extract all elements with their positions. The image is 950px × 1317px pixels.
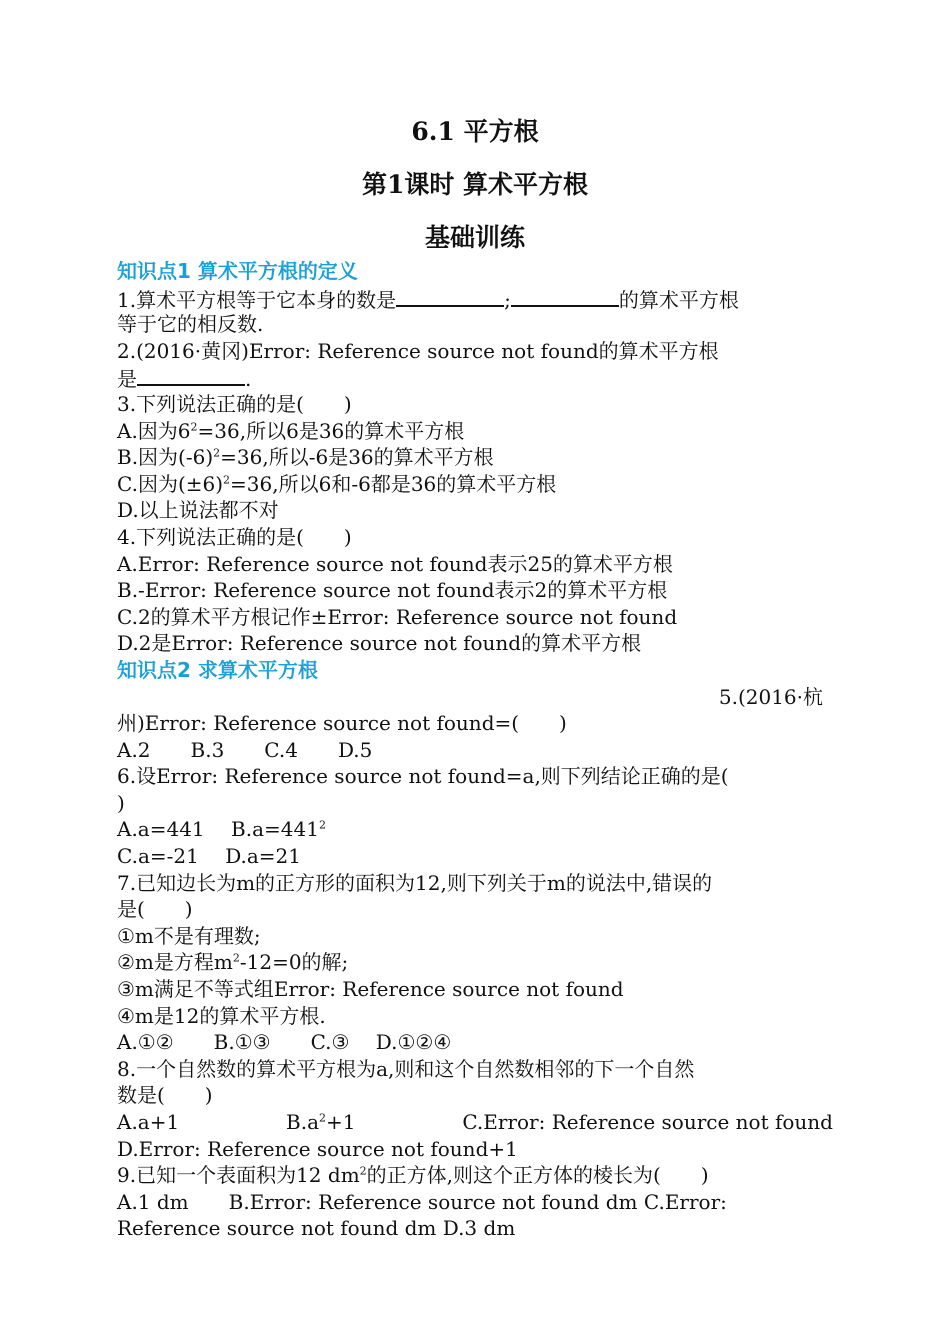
question-2-continued — [117, 364, 833, 391]
question-3-stem: 3.下列说法正确的是( ) — [117, 391, 352, 416]
question-7-statement-1: ①m不是有理数; — [117, 923, 261, 948]
section-heading: 基础训练 — [424, 223, 525, 252]
question-4-option-c: C.2的算术平方根记作±Error: Reference source not found — [117, 604, 678, 629]
question-8-stem: 8.一个自然数的算术平方根为a,则和这个自然数相邻的下一个自然 — [117, 1056, 695, 1081]
question-7-statement-4: ④m是12的算术平方根. — [117, 1003, 326, 1028]
question-3-option-d: D.以上说法都不对 — [117, 498, 279, 523]
question-8-options-abc — [117, 1109, 833, 1136]
question-8-stem-continued: 数是( ) — [117, 1083, 213, 1108]
question-7-statement-2: ②m是方程$m^2-12=0$的解; — [117, 950, 349, 975]
question-4-option-d: D.2是Error: Reference source not found的算术平方根 — [117, 631, 642, 656]
question-1-continued: 等于它的相反数. — [117, 312, 264, 337]
q8-option-b: $B.a^2+1$ — [286, 1110, 356, 1134]
question-6-stem-continued: ) — [117, 790, 125, 815]
question-3-option-b: B.因为$(-6)^2=36$,所以-6是36的算术平方根 — [117, 445, 494, 470]
q1-text-c: 的算术平方根 — [618, 287, 739, 312]
q2-blank — [137, 364, 245, 386]
question-9-options-line-2: Reference source not found dm D.3 dm — [117, 1216, 516, 1241]
q1-text-b: ; — [504, 287, 511, 312]
question-5-start: 5.(2016·杭 — [718, 684, 823, 709]
question-7-options: A.①② B.①③ C.③ D.①②④ — [117, 1030, 452, 1055]
knowledge-point-2-heading: 知识点2 求算术平方根 — [117, 657, 318, 682]
q1-text-a: 1.算术平方根等于它本身的数是 — [117, 287, 397, 312]
question-3-option-a: A.因为$6^2=36$,所以6是36的算术平方根 — [117, 418, 465, 443]
question-4-option-b: B.-Error: Reference source not found表示2的算术平方根 — [117, 578, 668, 603]
question-list — [117, 258, 833, 1242]
question-3-option-c: C.因为$(\pm 6)^2=36$,所以6和-6都是36的算术平方根 — [117, 471, 557, 496]
q8-option-a: A.a+1 — [117, 1110, 180, 1134]
question-6-options-cd: C.a=-21 D.a=21 — [117, 844, 302, 869]
question-4-option-a: A.Error: Reference source not found表示25的算术平方根 — [117, 551, 673, 576]
question-7-statement-3: ③m满足不等式组Error: Reference source not found — [117, 977, 624, 1002]
question-9-stem: 9.已知一个表面积为12 $dm^2$的正方体,则这个正方体的棱长为( ) — [117, 1163, 709, 1188]
q8-option-c: C.Error: Reference source not found — [462, 1110, 833, 1134]
question-7-stem: 7.已知边长为m的正方形的面积为12,则下列关于m的说法中,错误的 — [117, 870, 713, 895]
question-8-option-d: D.Error: Reference source not found+1 — [117, 1136, 518, 1161]
question-5-stem: 州)Error: Reference source not found=( ) — [117, 711, 567, 736]
question-5-options: A.2 B.3 C.4 D.5 — [117, 737, 373, 762]
question-6-stem: 6.设Error: Reference source not found=a,则下列结论正确的是( — [117, 764, 729, 789]
question-7-stem-continued: 是( ) — [117, 897, 193, 922]
q1-blank-2 — [511, 285, 619, 307]
q2-text-c: . — [245, 367, 252, 392]
question-1 — [117, 285, 833, 312]
question-6-options-ab: A.a=441 $B.a=441^2$ — [117, 817, 326, 842]
q2-text-b: 是 — [117, 367, 137, 392]
q1-blank-1 — [396, 285, 504, 307]
question-2: 2.(2016·黄冈)Error: Reference source not found的算术平方根 — [117, 338, 719, 363]
knowledge-point-1-heading: 知识点1 算术平方根的定义 — [117, 259, 358, 283]
page-title: 6.1 平方根 — [411, 117, 539, 146]
question-9-options-line-1: A.1 dm B.Error: Reference source not found dm C.Error: — [117, 1189, 727, 1214]
question-4-stem: 4.下列说法正确的是( ) — [117, 524, 352, 549]
lesson-subtitle: 第1课时 算术平方根 — [361, 170, 589, 199]
